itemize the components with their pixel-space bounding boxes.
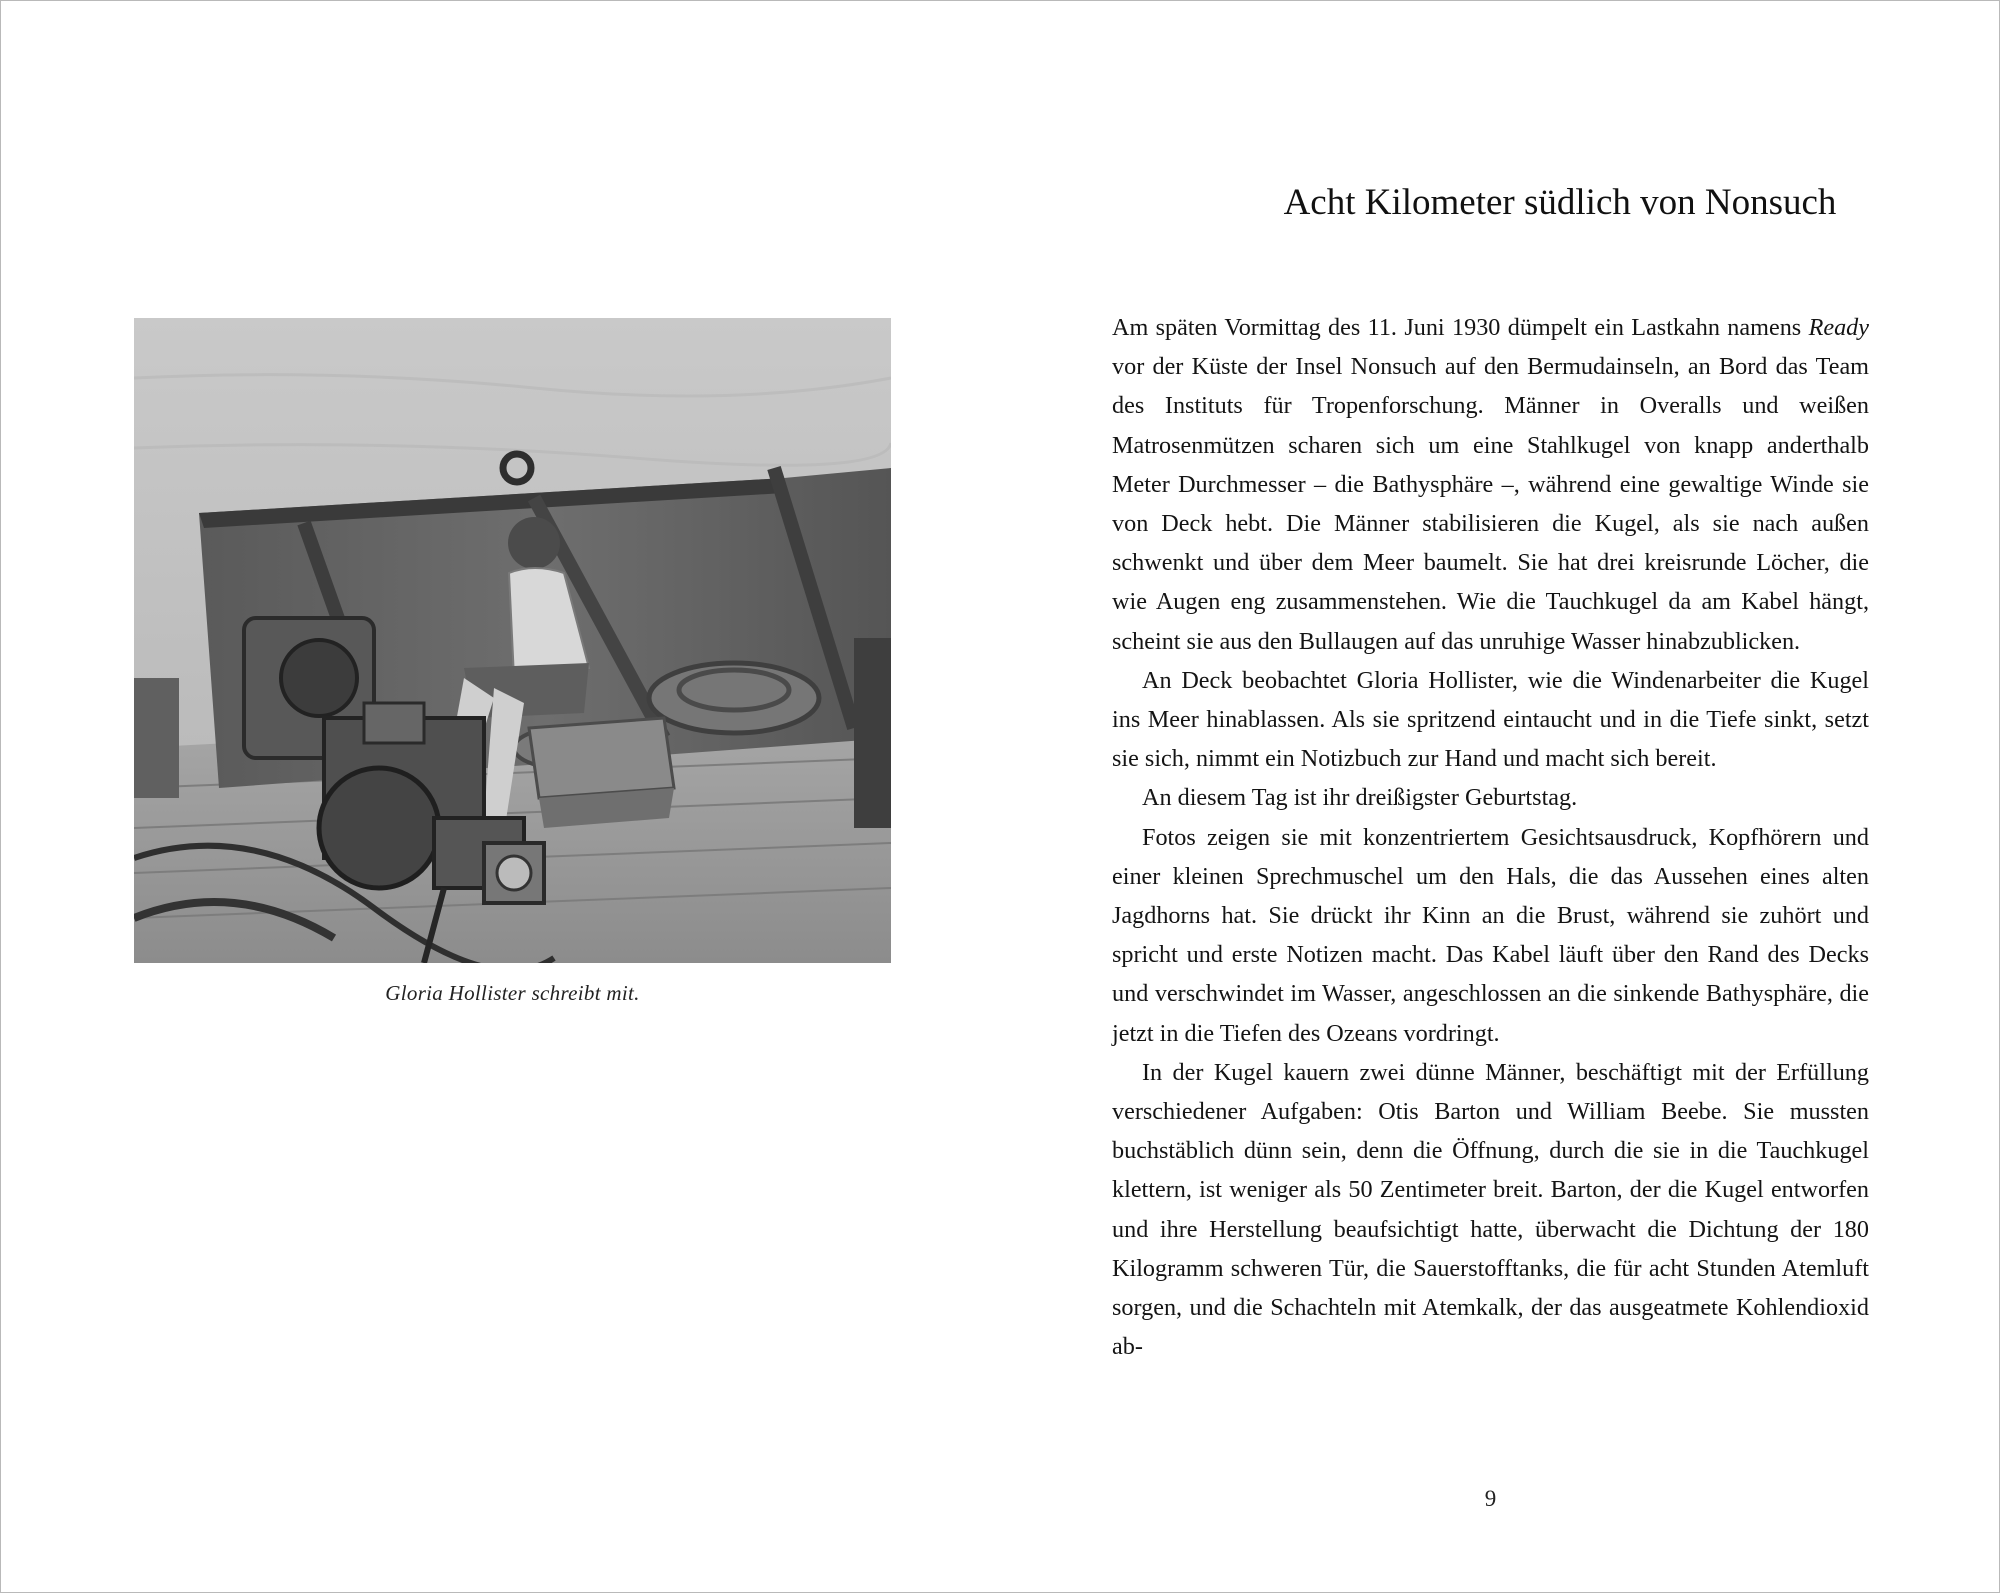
- paragraph-2: An Deck beobachtet Gloria Hollister, wie die Windenarbeiter die Kugel ins Meer hinablassen. Als sie spritzend eintaucht und in die Tiefe sinkt, setzt sie sich, nimmt ein Notizbuch zur Hand und macht sich bereit.: [1112, 666, 1869, 773]
- paragraph-5: In der Kugel kauern zwei dünne Männer, beschäftigt mit der Erfüllung verschiedener Aufgaben: Otis Barton und William Beebe. Sie mussten buchstäblich dünn sein, denn die Öffnung, durch die sie in die Tauchkugel klettern, ist weniger als 50 Zentimeter breit. Barton, der die Kugel entworfen und ihre Herstellung beaufsichtigt hatte, überwacht die Dichtung der 180 Kilogramm schweren Tür, die Sauerstofftanks, die für acht Stunden Atemluft sorgen, und die Schachteln mit Atemkalk, der das ausgeatmete Kohlendioxid ab-: [1112, 1058, 1869, 1361]
- photo-caption: Gloria Hollister schreibt mit.: [385, 981, 640, 1005]
- paragraph-1-rest: vor der Küste der Insel Nonsuch auf den Bermudainseln, an Bord das Team des Instituts für Tropenforschung. Männer in Overalls und weißen Matrosenmützen scharen sich um eine Stahlkugel von knapp anderthalb Meter Durchmesser – die Bathysphäre –, während eine gewaltige Winde sie von Deck hebt. Die Männer stabilisieren die Kugel, als sie nach außen schwenkt und über dem Meer baumelt. Sie hat drei kreisrunde Löcher, die wie Augen eng zusammenstehen. Wie die Tauchkugel da am Kabel hängt, scheint sie aus den Bullaugen auf das unruhige Wasser hinabzublicken.: [1112, 353, 1869, 655]
- right-page: [1001, 1, 1999, 1592]
- body-text: [1112, 308, 1869, 1366]
- paragraph-4: Fotos zeigen sie mit konzentriertem Gesichtsausdruck, Kopfhörern und einer kleinen Sprechmuschel um den Hals, die das Aussehen eines alten Jagdhorns hat. Sie drückt ihr Kinn an die Brust, während sie zuhört und spricht und erste Notizen macht. Das Kabel läuft über den Rand des Decks und verschwindet im Wasser, angeschlossen an die sinkende Bathysphäre, die jetzt in die Tiefen des Ozeans vordringt.: [1112, 823, 1869, 1047]
- photo-gloria-hollister: [134, 318, 891, 963]
- paragraph-1: [1112, 308, 1869, 661]
- ship-name-italic: Ready: [1808, 314, 1869, 341]
- page-number: 9: [1484, 1486, 1497, 1511]
- left-page: [1, 1, 1001, 1592]
- paragraph-1-start: Am späten Vormittag des 11. Juni 1930 dümpelt ein Lastkahn namens: [1112, 314, 1809, 341]
- paragraph-3: An diesem Tag ist ihr dreißigster Geburtstag.: [1142, 784, 1578, 812]
- chapter-title: Acht Kilometer südlich von Nonsuch: [1283, 182, 1837, 223]
